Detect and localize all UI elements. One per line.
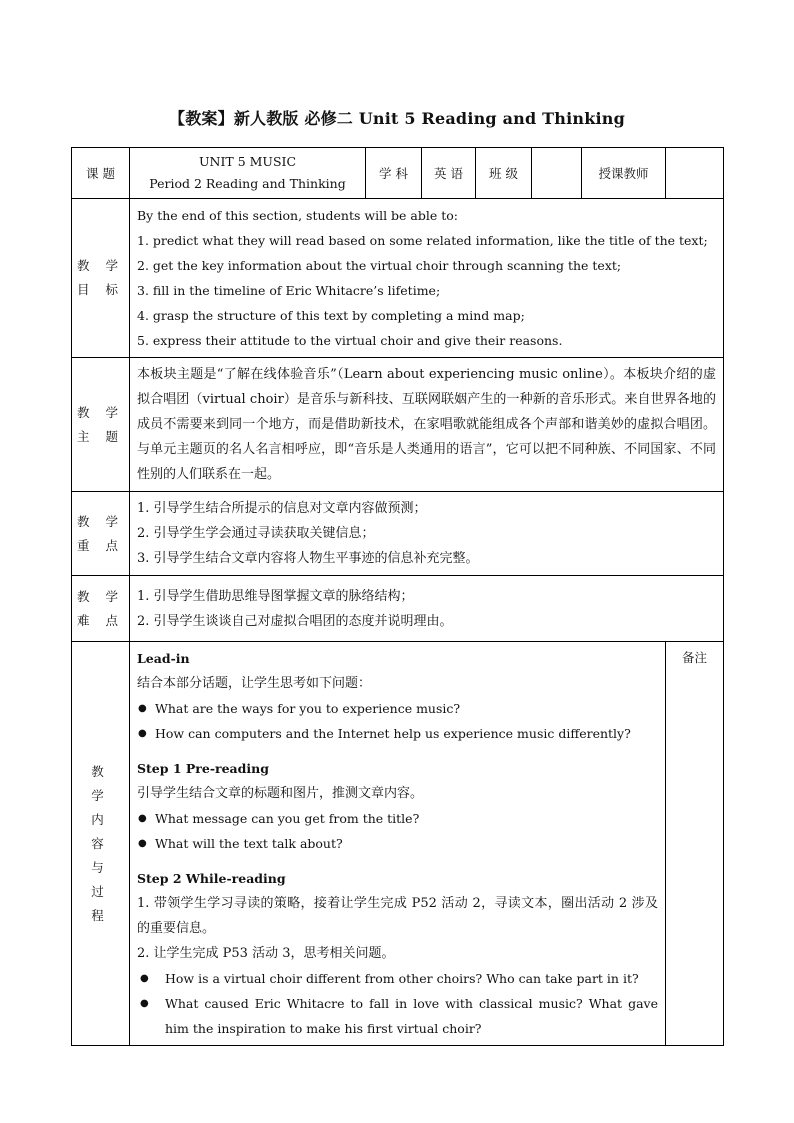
leadin-question: ● How can computers and the Internet help us experience music differently? [137,721,658,746]
class-label: 班 级 [476,148,532,199]
key-points-label: 教 学 重 点 [72,492,130,576]
objectives-content [130,199,724,358]
difficulties-label: 教 学 难 点 [72,576,130,642]
key-point-line: 3. 引导学生结合文章内容将人物生平事迹的信息补充完整。 [137,551,479,566]
objective-line: 3. fill in the timeline of Eric Whitacre’s lifetime; [137,283,441,298]
step2-question: ● What caused Eric Whitacre to fall in love with classical music? What gave him the inspiration to make his first virtual choir? [137,991,658,1041]
document-title: 【教案】新人教版 必修二 Unit 5 Reading and Thinking [169,109,625,128]
theme-row [72,358,724,492]
objectives-row [72,199,724,358]
process-row [72,642,724,1046]
key-points-row [72,492,724,576]
objective-line: 1. predict what they will read based on some related information, like the title of the text; [137,233,708,248]
topic-line-1: UNIT 5 MUSIC [198,154,297,169]
step1-question: ● What will the text talk about? [137,831,658,856]
theme-text: 本板块主题是“了解在线体验音乐”（Learn about experiencing music online）。本板块介绍的虚拟合唱团（virtual choir）是音乐与新科技、互联网联姻产生的一种新的音乐形式。来自世界各地的成员不需要来到同一个地方，而是借助新技术，在家唱歌就能组成各个声部和谐美妙的虚拟合唱团。与单元主题页的名人名言相呼应，即“音乐是人类通用的语言”，它可以把不同种族、不同国家、不同性别的人们联系在一起。 [137,367,716,482]
notes-column: 备注 [666,642,724,1046]
process-content [130,642,666,1046]
step2-title: Step 2 While-reading [137,871,286,886]
leadin-question: ● What are the ways for you to experience music? [137,696,658,721]
step2-item: 1. 带领学生学习寻读的策略，接着让学生完成 P52 活动 2，寻读文本，圈出活动 2 涉及的重要信息。 [137,896,658,936]
process-label: 教 学 内 容 与 过 程 [72,642,130,1046]
lesson-plan-table [71,147,724,1046]
step2-item: 2. 让学生完成 P53 活动 3，思考相关问题。 [137,946,395,961]
step1-question: ● What message can you get from the title? [137,806,658,831]
difficulties-row [72,576,724,642]
leadin-title: Lead-in [137,651,190,666]
key-point-line: 2. 引导学生学会通过寻读获取关键信息； [137,526,375,541]
objective-line: 5. express their attitude to the virtual choir and give their reasons. [137,333,563,348]
difficulties-content [130,576,724,642]
subject-label: 学 科 [366,148,422,199]
teacher-label: 授课教师 [582,148,666,199]
topic-label: 课 题 [72,148,130,199]
objectives-label: 教 学 目 标 [72,199,130,358]
header-row [72,148,724,199]
leadin-intro: 结合本部分话题，让学生思考如下问题： [137,676,372,691]
step1-intro: 引导学生结合文章的标题和图片，推测文章内容。 [137,786,424,801]
key-points-content [130,492,724,576]
objective-line: 2. get the key information about the virtual choir through scanning the text; [137,258,622,273]
subject-value: 英 语 [422,148,476,199]
difficulty-line: 2. 引导学生谈谈自己对虚拟合唱团的态度并说明理由。 [137,613,453,629]
objective-line: 4. grasp the structure of this text by completing a mind map; [137,308,525,323]
key-point-line: 1. 引导学生结合所提示的信息对文章内容做预测； [137,501,427,516]
objective-line: By the end of this section, students will be able to: [137,208,459,223]
step1-title: Step 1 Pre-reading [137,761,269,776]
theme-label: 教 学 主 题 [72,358,130,492]
class-value [532,148,582,199]
theme-content [130,358,724,492]
teacher-value [666,148,724,199]
topic-value [130,148,366,199]
topic-line-2: Period 2 Reading and Thinking [149,176,346,191]
difficulty-line: 1. 引导学生借助思维导图掌握文章的脉络结构； [137,588,414,604]
step2-question: ● How is a virtual choir different from other choirs? Who can take part in it? [137,966,658,991]
